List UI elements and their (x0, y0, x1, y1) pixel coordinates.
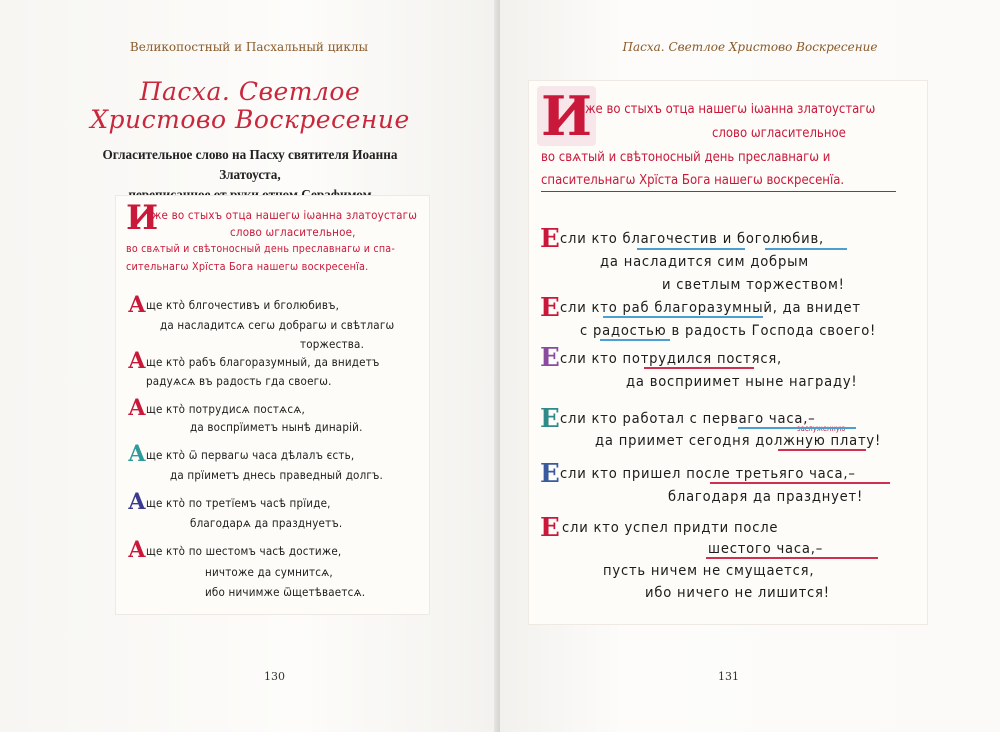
left-header-line: слово ѡгласительное, (230, 225, 356, 239)
left-verse-line: да воспрїиметъ нынѣ динарій. (190, 420, 363, 434)
left-verse-line: торжества. (300, 337, 365, 351)
right-verse-line: с радостью в радость Господа своего! (580, 322, 877, 339)
right-verse-line: сли кто пришел после третьяго часа,– (560, 465, 856, 482)
right-verse-initial: Е (540, 513, 560, 543)
left-verse-line: радуѧсѧ въ радость гда своегѡ. (146, 374, 332, 388)
title-line-2: Христово Воскресение (90, 105, 410, 134)
left-verse-line: ще кто̀ по третїемъ часѣ прїиде, (146, 496, 331, 510)
red-underline (644, 367, 754, 369)
left-verse-line: да прїиметъ днесь праведный долгъ. (170, 468, 384, 482)
left-verse-line: благодарѧ да празднуетъ. (190, 516, 343, 530)
right-verse-line: сли кто раб благоразумный, да внидет (560, 299, 861, 316)
right-verse-line: да насладится сим добрым (600, 253, 809, 270)
right-verse-line: ибо ничего не лишится! (645, 584, 830, 601)
right-page-number: 131 (718, 670, 739, 683)
left-verse-initial: А (128, 537, 146, 563)
right-verse-line: и светлым торжеством! (662, 276, 845, 293)
left-verse-initial: А (128, 292, 146, 318)
left-verse-initial: А (128, 395, 146, 421)
right-verse-initial: Е (540, 459, 560, 489)
left-header-line: во свѧтый и свѣтоносный день преславнагѡ и спа- (126, 243, 395, 255)
left-verse-line: да насладитсѧ сегѡ добрагѡ и свѣтлагѡ (160, 318, 395, 332)
left-verse-line: ще кто̀ блгочестивъ и бголюбивъ, (146, 298, 340, 312)
right-verse-initial: Е (540, 343, 560, 373)
subtitle-line-1: Огласительное слово на Пасху святителя Иоанна Златоуста, (102, 147, 398, 182)
left-page-number: 130 (264, 670, 285, 683)
title-line-1: Пасха. Светлое (139, 77, 361, 106)
blue-underline (600, 339, 670, 341)
blue-underline (765, 248, 847, 250)
right-running-head: Пасха. Светлое Христово Воскресение (622, 40, 878, 54)
right-header-line: слово ѡгласительное (712, 126, 846, 141)
left-header-line: же во стыхъ отца нашегѡ іѡанна златоустагѡ (152, 208, 418, 222)
right-verse-line: шестого часа,– (708, 540, 824, 557)
blue-underline (637, 248, 745, 250)
left-verse-initial: А (128, 441, 146, 467)
right-verse-line: сли кто потрудился постяся, (560, 350, 783, 367)
right-verse-line: сли кто работал с перваго часа,– (560, 410, 816, 427)
right-header-line: во свѧтый и свѣтоносный день преславнагѡ и (541, 150, 831, 165)
right-verse-initial: Е (540, 293, 560, 323)
right-verse-line: сли кто благочестив и боголюбив, (560, 230, 825, 247)
right-verse-initial: Е (540, 224, 560, 254)
right-header-initial: И (537, 86, 596, 146)
left-verse-line: ще кто̀ рабъ благоразумный, да внидетъ (146, 355, 380, 369)
right-verse-line: да восприимет ныне награду! (626, 373, 858, 390)
red-underline (710, 482, 890, 484)
header-rule (541, 191, 896, 192)
right-verse-line: пусть ничем не смущается, (603, 562, 815, 579)
right-verse-initial: Е (540, 404, 560, 434)
left-page (0, 0, 498, 732)
left-verse-line: ибо ничимже ѿщетѣваетсѧ. (205, 585, 366, 599)
red-underline (706, 557, 878, 559)
right-header-line: же во стыхъ отца нашегѡ іѡанна златоустагѡ (585, 102, 876, 117)
right-verse-line: благодаря да празднует! (668, 488, 864, 505)
left-header-line: сительнагѡ Хрїста Бога нашегѡ воскресенїа. (126, 260, 369, 273)
red-underline (778, 449, 866, 451)
left-running-head: Великопостный и Пасхальный циклы (129, 40, 369, 54)
blue-underline (738, 427, 856, 429)
left-verse-initial: А (128, 489, 146, 515)
right-header-line: спасительнагѡ Хрїста Бога нашегѡ воскресенїа. (541, 173, 845, 188)
right-verse-line: сли кто успел придти после (562, 519, 779, 536)
left-verse-line: ничтоже да сумнитсѧ, (205, 565, 333, 579)
left-verse-initial: А (128, 348, 146, 374)
blue-underline (603, 316, 763, 318)
left-verse-line: ще кто̀ потрудисѧ постѧсѧ, (146, 402, 306, 416)
right-verse-line: да приимет сегодня должную плату! (595, 432, 882, 449)
left-verse-line: ще кто̀ по шестомъ часѣ достиже, (146, 544, 342, 558)
left-verse-line: ще кто̀ ѿ первагѡ часа дѣлалъ єсть, (146, 448, 355, 462)
left-header-initial: И (126, 198, 159, 238)
